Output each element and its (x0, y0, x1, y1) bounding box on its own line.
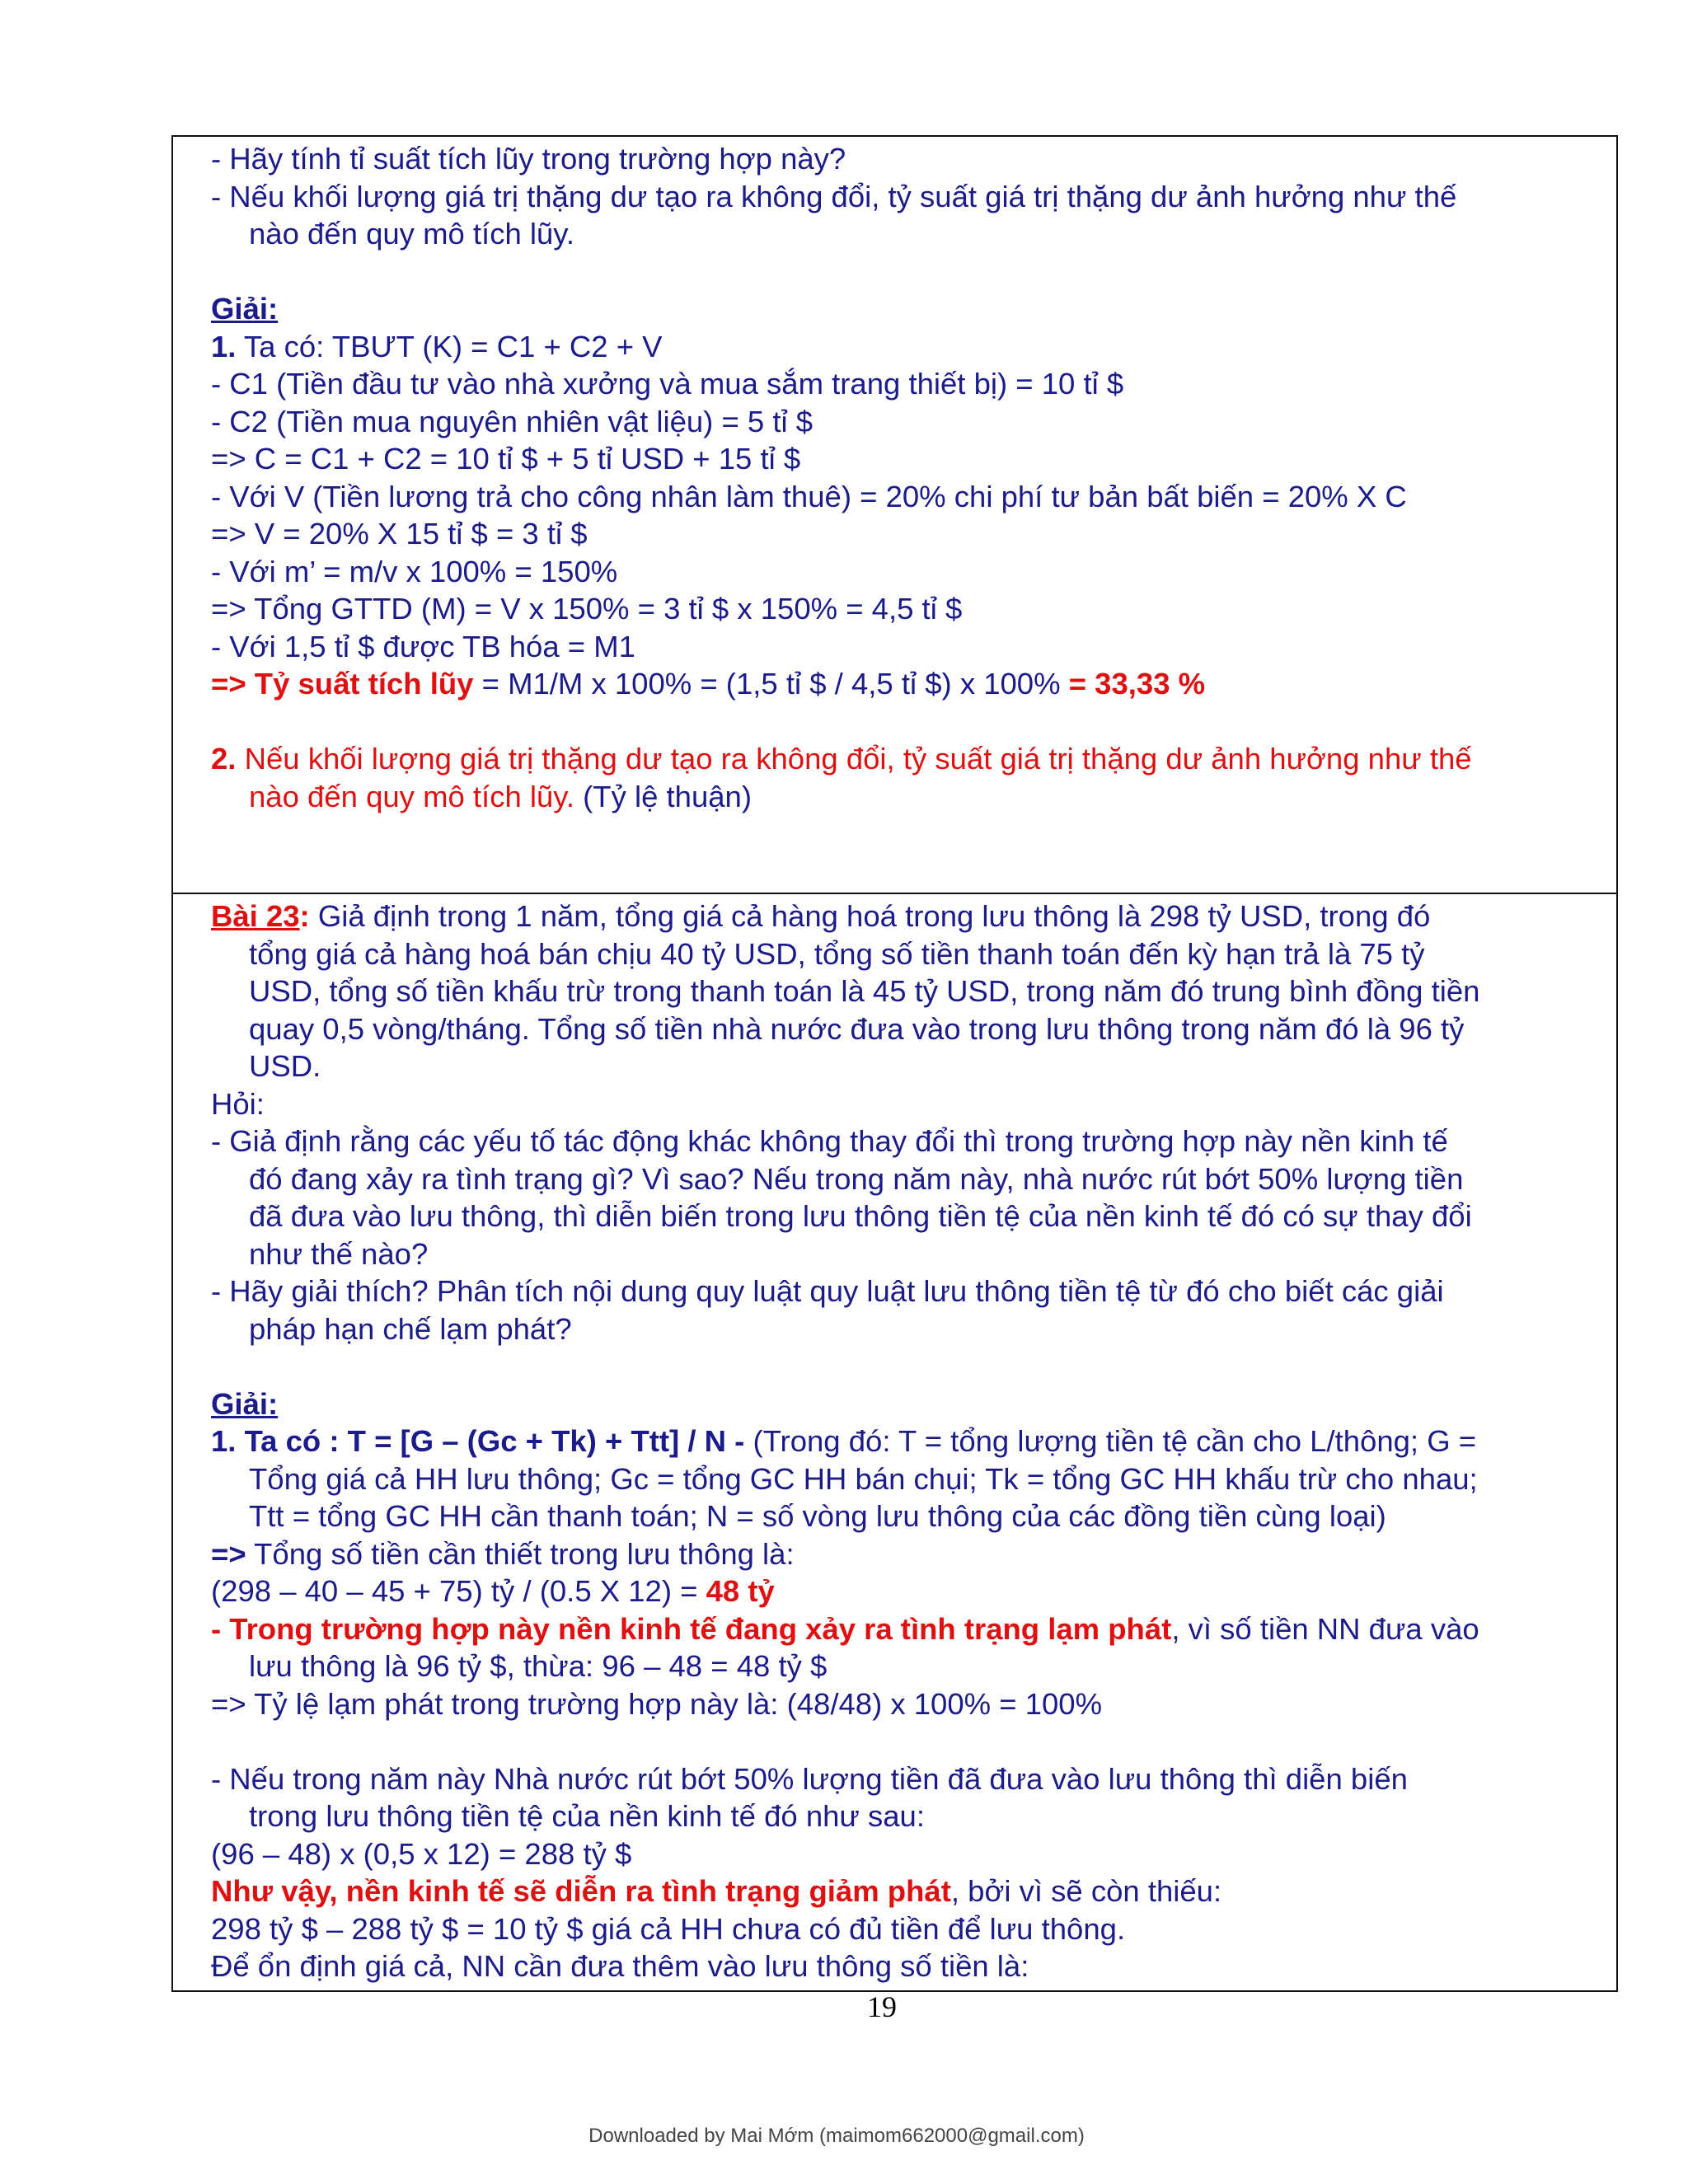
formula-line: Ttt = tổng GC HH cần thanh toán; N = số vòng lưu thông của các đồng tiền cùng loại) (249, 1499, 1386, 1533)
part-2-line: nào đến quy mô tích lũy. (Tỷ lệ thuận) (249, 779, 753, 813)
result-line: => Tổng số tiền cần thiết trong lưu thông là: (211, 1536, 795, 1571)
scenario-line: - Nếu trong năm này Nhà nước rút bớt 50% lượng tiền đã đưa vào lưu thông thì diễn biến (211, 1761, 1408, 1796)
exercise-line: USD, tổng số tiền khấu trừ trong thanh toán là 45 tỷ USD, trong năm đó trung bình đồng tiền (249, 974, 1480, 1008)
exercise-23-cell (173, 894, 1616, 1990)
solution-line: 1. Ta có: TBƯT (K) = C1 + C2 + V (211, 329, 663, 363)
accumulation-rate-result: => Tỷ suất tích lũy = M1/M x 100% = (1,5 tỉ $ / 4,5 tỉ $) x 100% = 33,33 % (211, 667, 1206, 701)
exercise-line: USD. (249, 1049, 321, 1083)
question-line: - Hãy tính tỉ suất tích lũy trong trường hợp này? (211, 142, 846, 176)
solution-heading: Giải: (211, 292, 279, 326)
solution-line: - Với m’ = m/v x 100% = 150% (211, 554, 618, 588)
solution-line: - Với 1,5 tỉ $ được TB hóa = M1 (211, 629, 635, 663)
scenario-line: Để ổn định giá cả, NN cần đưa thêm vào lưu thông số tiền là: (211, 1949, 1029, 1983)
solution-heading: Giải: (211, 1386, 279, 1421)
solution-line: - C1 (Tiền đầu tư vào nhà xưởng và mua sắm trang thiết bị) = 10 tỉ $ (211, 367, 1124, 401)
solution-line: - Với V (Tiền lương trả cho công nhân làm thuê) = 20% chi phí tư bản bất biến = 20% X C (211, 479, 1407, 513)
solution-line: - C2 (Tiền mua nguyên nhiên vật liệu) = 5 tỉ $ (211, 404, 814, 438)
exercise-line: tổng giá cả hàng hoá bán chịu 40 tỷ USD, tổng số tiền thanh toán đến kỳ hạn trả là 75 tỷ (249, 936, 1425, 971)
solution-line: => V = 20% X 15 tỉ $ = 3 tỉ $ (211, 517, 588, 551)
solution-line: => C = C1 + C2 = 10 tỉ $ + 5 tỉ USD + 15 tỉ $ (211, 442, 801, 476)
question-line: đã đưa vào lưu thông, thì diễn biến trong lưu thông tiền tệ của nền kinh tế đó có sự thay đổi (249, 1199, 1472, 1233)
question-line: - Giả định rằng các yếu tố tác động khác không thay đổi thì trong trường hợp này nền kinh tế (211, 1124, 1448, 1158)
result-line: => Tỷ lệ lạm phát trong trường hợp này là: (48/48) x 100% = 100% (211, 1686, 1103, 1721)
scenario-line: (96 – 48) x (0,5 x 12) = 288 tỷ $ (211, 1836, 632, 1871)
inflation-line: - Trong trường hợp này nền kinh tế đang xảy ra tình trạng lạm phát, vì số tiền NN đưa vào (211, 1611, 1479, 1646)
question-line: như thế nào? (249, 1236, 429, 1271)
content-table (171, 135, 1618, 1992)
exercise-title-line: Bài 23: Giả định trong 1 năm, tổng giá cả hàng hoá trong lưu thông là 298 tỷ USD, trong đó (211, 899, 1431, 933)
page-number: 19 (867, 1990, 897, 2023)
question-line: đó đang xảy ra tình trạng gì? Vì sao? Nếu trong năm này, nhà nước rút bớt 50% lượng tiền (249, 1161, 1464, 1196)
scenario-line: 298 tỷ $ – 288 tỷ $ = 10 tỷ $ giá cả HH chưa có đủ tiền để lưu thông. (211, 1911, 1126, 1946)
question-line: nào đến quy mô tích lũy. (249, 217, 574, 251)
scenario-line: trong lưu thông tiền tệ của nền kinh tế đó như sau: (249, 1799, 925, 1833)
question-heading: Hỏi: (211, 1086, 265, 1121)
question-line: - Hãy giải thích? Phân tích nội dung quy luật quy luật lưu thông tiền tệ từ đó cho biết các giải (211, 1274, 1444, 1308)
exercise-line: quay 0,5 vòng/tháng. Tổng số tiền nhà nước đưa vào trong lưu thông trong năm đó là 96 tỷ (249, 1011, 1465, 1046)
formula-line: 1. Ta có : T = [G – (Gc + Tk) + Ttt] / N - (Trong đó: T = tổng lượng tiền tệ cần cho L/thông; G = (211, 1424, 1477, 1458)
exercise-title: Bài 23 (211, 899, 300, 933)
part-2-line: 2. Nếu khối lượng giá trị thặng dư tạo ra không đổi, tỷ suất giá trị thặng dư ảnh hưởng như thế (211, 742, 1472, 776)
solution-cell-1 (173, 137, 1616, 894)
result-line: lưu thông là 96 tỷ $, thừa: 96 – 48 = 48 tỷ $ (249, 1649, 828, 1683)
solution-line: => Tổng GTTD (M) = V x 150% = 3 tỉ $ x 150% = 4,5 tỉ $ (211, 592, 963, 626)
question-line: - Nếu khối lượng giá trị thặng dư tạo ra không đổi, tỷ suất giá trị thặng dư ảnh hưởng như thế (211, 179, 1457, 213)
question-line: pháp hạn chế lạm phát? (249, 1311, 572, 1346)
deflation-line: Như vậy, nền kinh tế sẽ diễn ra tình trạng giảm phát, bởi vì sẽ còn thiếu: (211, 1874, 1222, 1908)
result-line: (298 – 40 – 45 + 75) tỷ / (0.5 X 12) = 48 tỷ (211, 1574, 775, 1608)
formula-line: Tổng giá cả HH lưu thông; Gc = tổng GC HH bán chụi; Tk = tổng GC HH khấu trừ cho nhau; (249, 1461, 1478, 1496)
download-footer: Downloaded by Mai Mớm (maimom662000@gmail.com) (588, 2125, 1085, 2147)
